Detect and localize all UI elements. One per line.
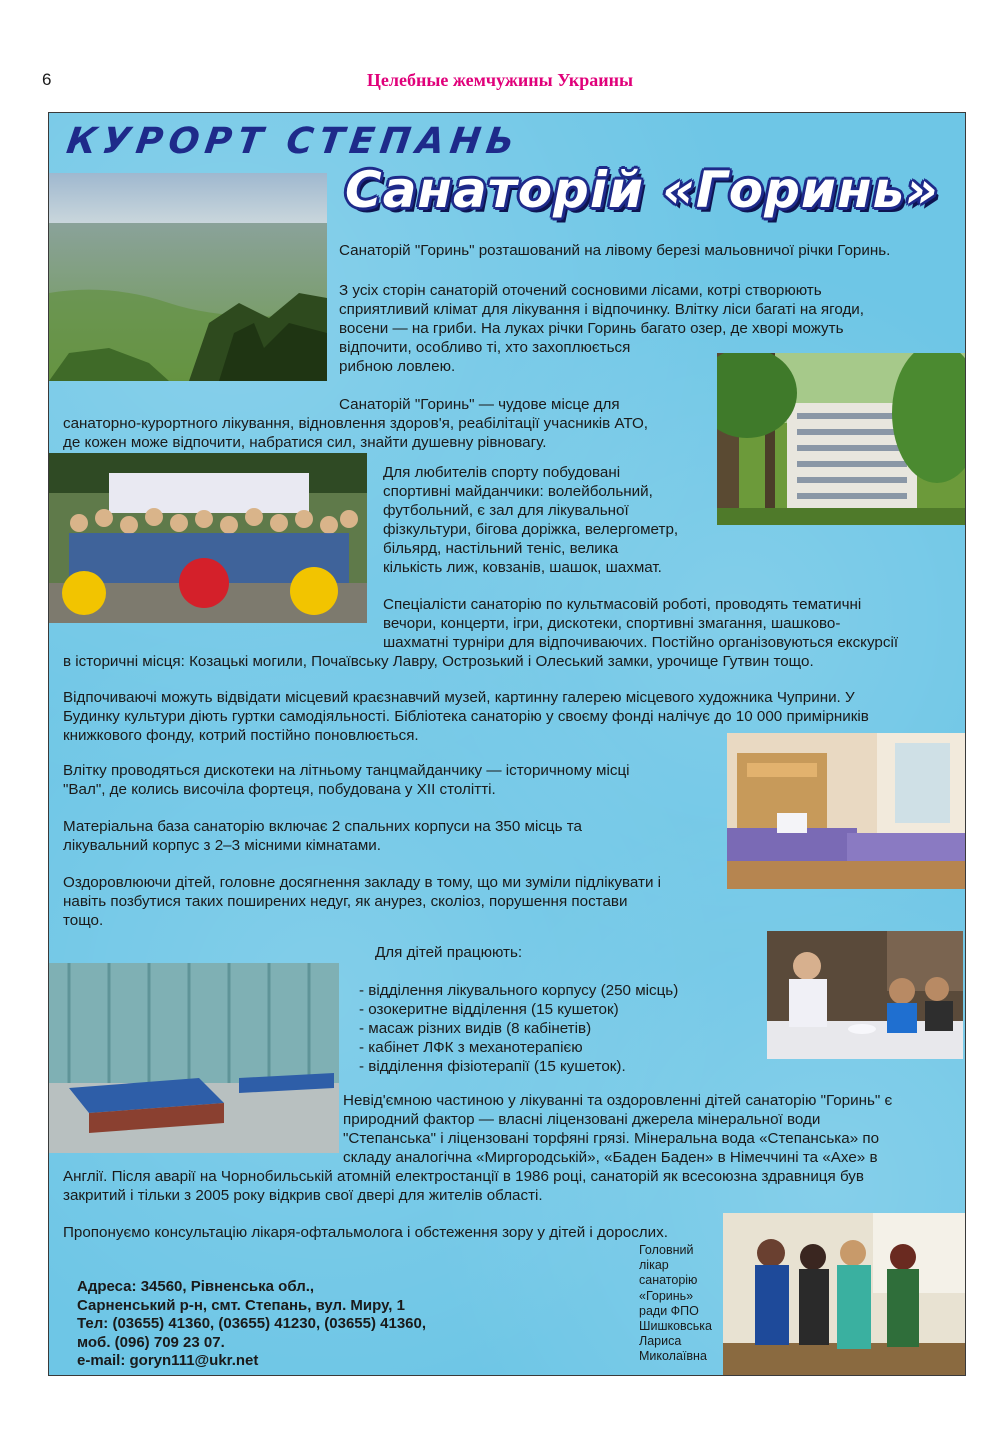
article-panel: КУРОРТ СТЕПАНЬ Санаторій «Горинь» Санаторій "Горинь" розташований на лівому березі мальовничої річки Горинь. З усіх сторін санаторій оточений сосновими лісами, котрі створюють сприятливий клімат для лікування і відпочинку. Влітку ліси багаті на ягоди, восени — на гриби. На луках річки Горинь багато озер, де хворі можуть відпочити, особливо ті, хто захоплюється рибною ловлею. Санаторій "Горинь" — чудове місце для санаторно-курортного лікування, відновлення здоров'я, реабілітації учасників АТО, де кожен може відпочити, набратися сил, знайти душевну рівновагу. Для любителів спорту побудовані спортивні майданчики: волейбольний, футбольний, є зал для лікувальної фізкультури, бігова доріжка, велергометр, більярд, настільний теніс, велика кількість лиж, ковзанів, шашок, шахмат. Спеціалісти санаторію по культмасовій роботі, проводять тематичні вечори, концерти, ігри, дискотеки, спортивні змагання, шашково- шахматні турніри для відпочиваючих. Постійно організовуються екскурсії в історичні місця: Козацькі могили, Почаївську Лавру, Острозький і Олеський замки, урочище Гутвин тощо. Відпочиваючі можуть відвідати місцевий краєзнавчий музей, картинну галерею місцевого художника Чуприни. У Будинку культури діють гуртки самодіяльності. Бібліотека санаторію у своєму фонді налічує до 10 000 примірників книжкового фонду, котрий постійно поновлюється. Влітку проводяться дискотеки на літньому танцмайданчику — історичному місці "Вал", де колись височіла фортеця, побудована у XII столітті. Матеріальна база санаторію включає 2 спальних корпуси на 350 місць та лікувальний корпус з 2–3 місними кімнатами. Оздоровлюючи дітей, головне досягнення закладу в тому, що ми зуміли підлікувати і навіть позбутися таких поширених недуг, як анурез, сколіоз, порушення постави тощо. Для дітей працюють: - відділення лікувального корпусу (250 місць) - озокеритне відділення (15 кушеток) - масаж різних видів (8 кабінетів) - кабінет ЛФК з механотерапією - відділення фізіотерапії (15 кушеток). Невід'ємною частиною у лікуванні та оздоровленні дітей санаторію "Горинь" є природний фактор — власні ліцензовані джерела мінеральної води "Степанська" і ліцензовані торфяні грязі. Мінеральна вода «Степанська» по складу аналогічна «Миргородській», «Баден Баден» в Німеччині та «Ахе» в Англії. Після аварії на Чорнобильській атомній електростанції в 1986 році, санаторій як всесоюзна здравниця був закритий і тільки з 2005 року відкрив свої двері для жителів області. Пропонуємо консультацію лікаря-офтальмолога і обстеження зору у дітей і дорослих. Адреса: 34560, Рівненська обл., Сарненський р-н, смт. Степань, вул. Миру, 1 Тел: (03655) 41360, (03655) 41230, (03655) 41360, моб. (096) 709 23 07. e-mail: goryn111@ukr.net Головний лікар санаторію «Горинь» ради ФПО Шишковська Лариса Миколаївна xyxy=(48,112,966,1376)
consultation-paragraph: Пропонуємо консультацію лікаря-офтальмолога і обстеження зору у дітей і дорослих. xyxy=(63,1224,668,1241)
phone-line[interactable]: Тел: (03655) 41360, (03655) 41230, (03655) 41360, xyxy=(77,1315,427,1332)
list-item: - масаж різних видів (8 кабінетів) xyxy=(359,1020,592,1037)
list-item: - відділення лікувального корпусу (250 місць) xyxy=(359,982,679,999)
list-item: - озокеритне відділення (15 кушеток) xyxy=(359,1001,619,1018)
list-item: - відділення фізіотерапії (15 кушеток). xyxy=(359,1058,626,1075)
building-photo xyxy=(717,353,965,525)
address-line: Адреса: 34560, Рівненська обл., xyxy=(77,1278,315,1295)
staff-photo xyxy=(723,1213,966,1375)
children-services-list xyxy=(359,981,678,1076)
therapy-photo xyxy=(49,963,339,1153)
address-line: Сарненський р-н, смт. Степань, вул. Миру, 1 xyxy=(77,1296,405,1314)
children-photo xyxy=(49,453,367,623)
email-link[interactable]: e-mail: goryn111@ukr.net xyxy=(77,1352,259,1369)
photo-caption: Головний лікар санаторію «Горинь» ради ФПО Шишковська Лариса Миколаївна xyxy=(639,1243,712,1364)
children-heading: Для дітей працюють: xyxy=(375,944,523,961)
intro-paragraph: Санаторій "Горинь" розташований на лівому березі мальовничої річки Горинь. xyxy=(339,242,891,259)
contact-block xyxy=(77,1278,426,1371)
running-title: Целебные жемчужины Украины xyxy=(366,70,634,90)
page-number: 6 xyxy=(42,70,52,89)
mobile-line[interactable]: моб. (096) 709 23 07. xyxy=(77,1333,225,1351)
dining-photo xyxy=(767,931,963,1059)
list-item: - кабінет ЛФК з механотерапією xyxy=(359,1039,583,1056)
article-title: Санаторій «Горинь» xyxy=(345,161,939,219)
river-photo xyxy=(49,173,327,381)
resort-name: КУРОРТ СТЕПАНЬ xyxy=(64,121,523,162)
bedroom-photo xyxy=(727,733,965,889)
